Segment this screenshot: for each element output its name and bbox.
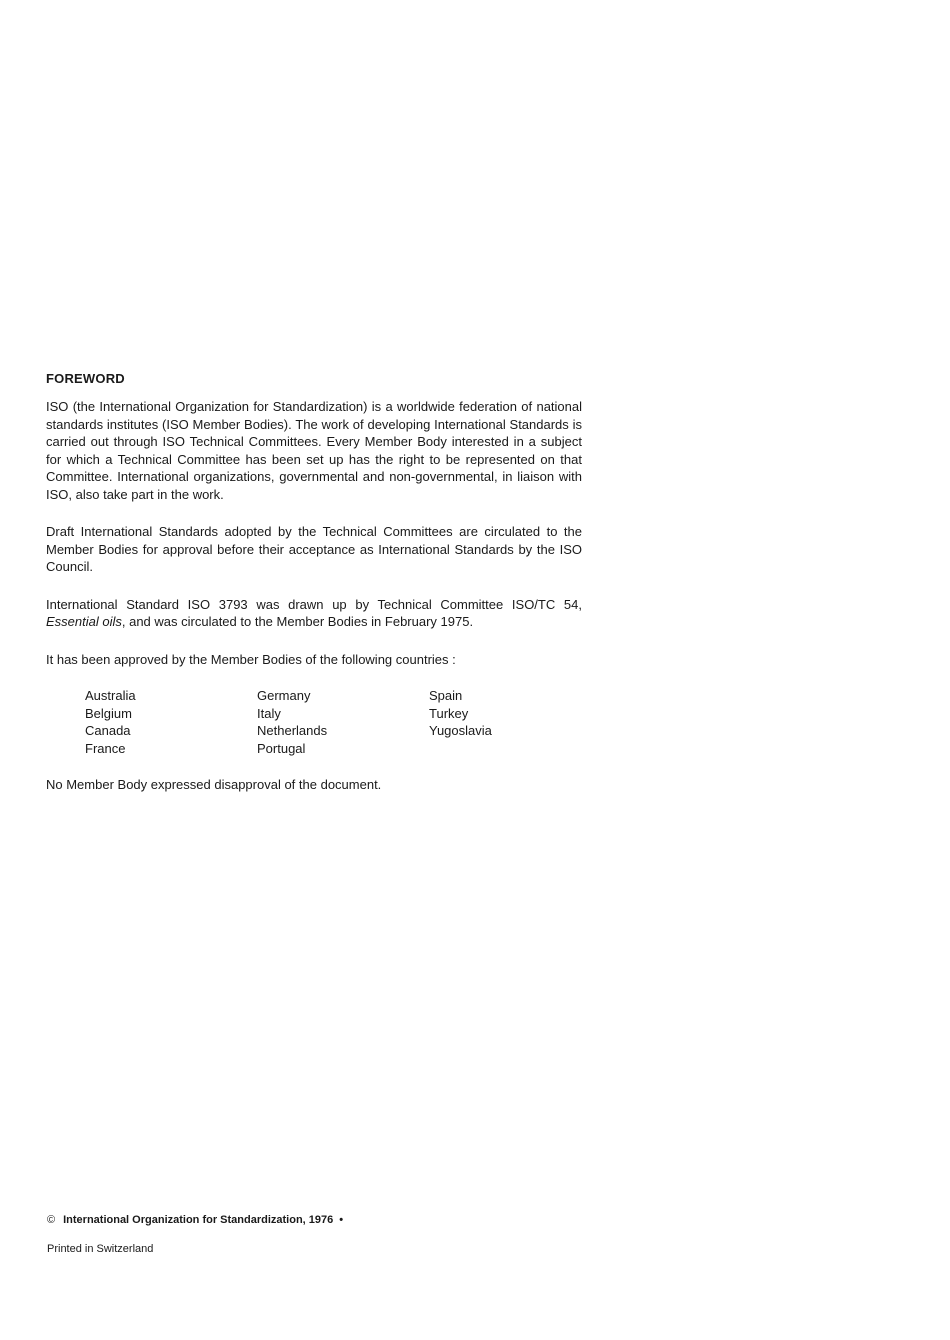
paragraph-3-suffix: , and was circulated to the Member Bodies in February 1975. xyxy=(121,614,474,629)
country-item: France xyxy=(85,740,126,756)
country-list xyxy=(85,687,582,757)
country-item: Netherlands xyxy=(257,723,328,738)
copyright-text: International Organization for Standardization, 1976 xyxy=(63,1214,334,1226)
printed-location: Printed in Switzerland xyxy=(47,1243,154,1255)
country-item: Germany xyxy=(257,688,311,703)
country-item: Yugoslavia xyxy=(429,723,492,738)
country-column-3 xyxy=(429,687,601,757)
committee-subject: Essential oils xyxy=(46,614,122,629)
country-column-2 xyxy=(257,687,429,757)
foreword-section xyxy=(46,371,582,807)
country-item: Spain xyxy=(429,688,463,703)
foreword-paragraph-4: It has been approved by the Member Bodies of the following countries : xyxy=(46,651,456,667)
country-column-1 xyxy=(85,687,257,757)
paragraph-3-prefix: International Standard ISO 3793 was drawn up by Technical Committee ISO/TC 54, xyxy=(46,596,582,612)
country-item: Turkey xyxy=(429,705,469,721)
foreword-paragraph-1: ISO (the International Organization for Standardization) is a worldwide federation of national standards institutes (ISO Member Bodies). The work of developing International Standards is carried out through ISO Technical Committees. Every Member Body interested in a subject for which a Technical Committee has been set up has the right to be represented on that Committee. International organizations, governmental and non-governmental, in liaison with ISO, also take part in the work. xyxy=(46,399,582,502)
copyright-line xyxy=(47,1214,343,1226)
foreword-heading: FOREWORD xyxy=(46,371,125,386)
foreword-closing: No Member Body expressed disapproval of the document. xyxy=(46,777,382,792)
country-item: Belgium xyxy=(85,705,132,721)
country-item: Canada xyxy=(85,723,131,738)
foreword-paragraph-3 xyxy=(46,596,582,631)
copyright-icon: © xyxy=(47,1214,56,1226)
bullet-icon: • xyxy=(339,1214,344,1226)
country-item: Australia xyxy=(85,688,136,703)
country-item: Portugal xyxy=(257,740,306,756)
country-item: Italy xyxy=(257,705,281,721)
foreword-paragraph-2: Draft International Standards adopted by the Technical Committees are circulated to the Member Bodies for approval before their acceptance as International Standards by the ISO Council. xyxy=(46,524,582,574)
